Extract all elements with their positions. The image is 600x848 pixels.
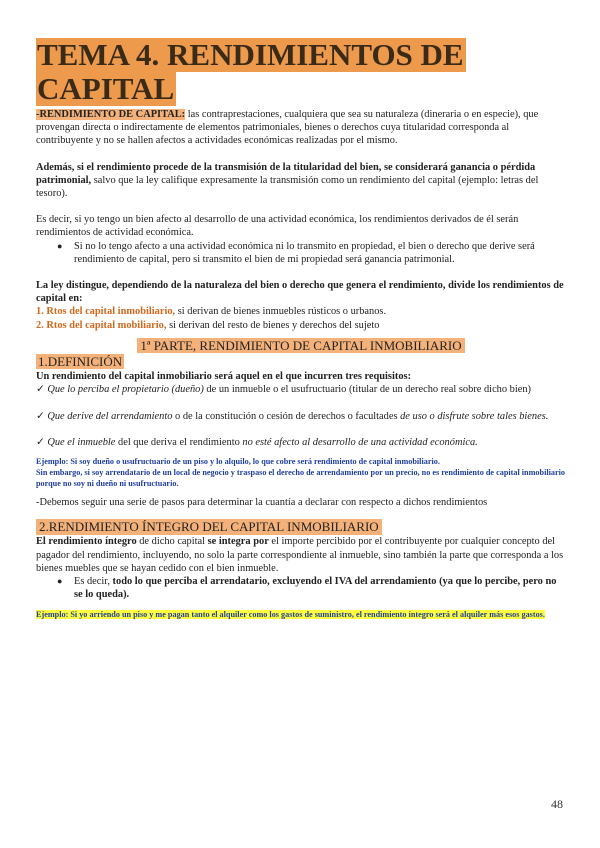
paragraph-requisitos: Un rendimiento del capital inmobiliario será aquel en el que incurren tres requisitos: [36,371,412,383]
list-item [57,240,566,266]
paragraph-rendimiento-integro: El rendimiento íntegro de dicho capital se integra por el importe percibido por el contribuyente por cualquier concepto del pagador del rendimiento, incluyendo, no solo la parte correspondiente al inmueble, sino también la parte que corresponda a los bienes muebles que se hayan cedido con el bien inmueble. [36,536,564,574]
list-item-mobiliario [36,319,566,332]
requirement-1: ✓ Que lo perciba el propietario (dueño) de un inmueble o el usufructuario (titular de un derecho real sobre dicho bien) [36,384,532,396]
definition-term: -RENDIMIENTO DE CAPITAL: [36,109,186,120]
requirement-3: ✓ Que el inmueble del que deriva el rendimiento no esté afecto al desarrollo de una actividad económica. [36,436,478,448]
paragraph-definition [36,108,566,148]
bullet-list-arrendatario [36,575,566,601]
subheading-rendimiento-integro: 2.RENDIMIENTO ÍNTEGRO DEL CAPITAL INMOBILIARIO [36,519,382,535]
paragraph-pasos: -Debemos seguir una serie de pasos para determinar la cuantía a declarar con respecto a dichos rendimientos [36,497,488,509]
example-suministros: Ejemplo: Si yo arriendo un piso y me pagan tanto el alquiler como los gastos de suministro, el rendimiento íntegro será el alquiler más esos gastos. [36,610,545,620]
list-item-inmobiliario [36,305,566,318]
ganancia-text: salvo que la ley califique expresamente la transmisión como un rendimiento del capital (ejemplo: letras del tesoro). [36,174,539,200]
document-page [36,38,566,622]
requirement-2: ✓ Que derive del arrendamiento o de la constitución o cesión de derechos o facultades de uso o disfrute sobre tales bienes. [36,410,549,422]
check-icon: ✓ [36,410,45,422]
title-line-2: CAPITAL [37,71,175,106]
definition-text: las contraprestaciones, cualquiera que sea su naturaleza (dineraria o en especie), que provengan directa o indirectamente de elementos patrimoniales, bienes o derechos cuya titularidad corresponda al contribuyente y no se hallen afectos a actividades económicas realizadas por el mismo. [36,109,539,147]
bullet-icon: ● [57,576,63,587]
paragraph-ganancia [36,161,566,201]
list-label-inmobiliario: 1. Rtos del capital inmobiliario, [36,306,176,318]
bullet-text: Si no lo tengo afecto a una actividad económica ni lo transmito en propiedad, el bien o derecho que derive será rendimiento de capital, pero si transmito el bien de mi propiedad será ganancia patrimonial. [74,240,535,265]
list-text-inmobiliario: si derivan de bienes inmuebles rústicos o urbanos. [175,306,387,318]
check-icon: ✓ [36,436,45,448]
list-item: ● Es decir, todo lo que perciba el arrendatario, excluyendo el IVA del arrendamiento (ya que lo percibe, pero no se lo queda). [57,576,557,601]
title-line-1: TEMA 4. RENDIMIENTOS DE [37,37,464,72]
list-text-mobiliario: si derivan del resto de bienes y derechos del sujeto [166,319,380,331]
paragraph-ley-distingue: La ley distingue, dependiendo de la naturaleza del bien o derecho que genera el rendimiento, divide los rendimientos de capital en: [36,280,564,305]
page-number: 48 [551,797,563,811]
section-heading: 1ª PARTE, RENDIMIENTO DE CAPITAL INMOBILIARIO [36,338,566,354]
subheading-definicion: 1.DEFINICIÓN [38,354,123,370]
bullet-list-afecto [36,240,566,266]
check-icon: ✓ [36,384,45,396]
example-arrendamiento: Ejemplo: Si soy dueño o usufructuario de un piso y lo alquilo, lo que cobre será rendimiento de capital inmobiliario. Sin embargo, si soy arrendatario de un local de negocio y traspaso el derecho de arrendamiento por un precio, no es rendimiento de capital inmobiliario porque no soy ni dueño ni usufructuario. [36,457,565,489]
paragraph-es-decir: Es decir, si yo tengo un bien afecto al desarrollo de una actividad económica, los rendimientos derivados de él serán rendimientos de actividad económica. [36,214,519,239]
list-label-mobiliario: 2. Rtos del capital mobiliario, [36,319,167,331]
page-title [36,38,566,106]
bullet-icon: ● [57,240,63,251]
ganancia-bold: Además, si el rendimiento procede de la transmisión de la titularidad del bien, se considerará ganancia o pérdida patrimonial, [36,161,536,186]
